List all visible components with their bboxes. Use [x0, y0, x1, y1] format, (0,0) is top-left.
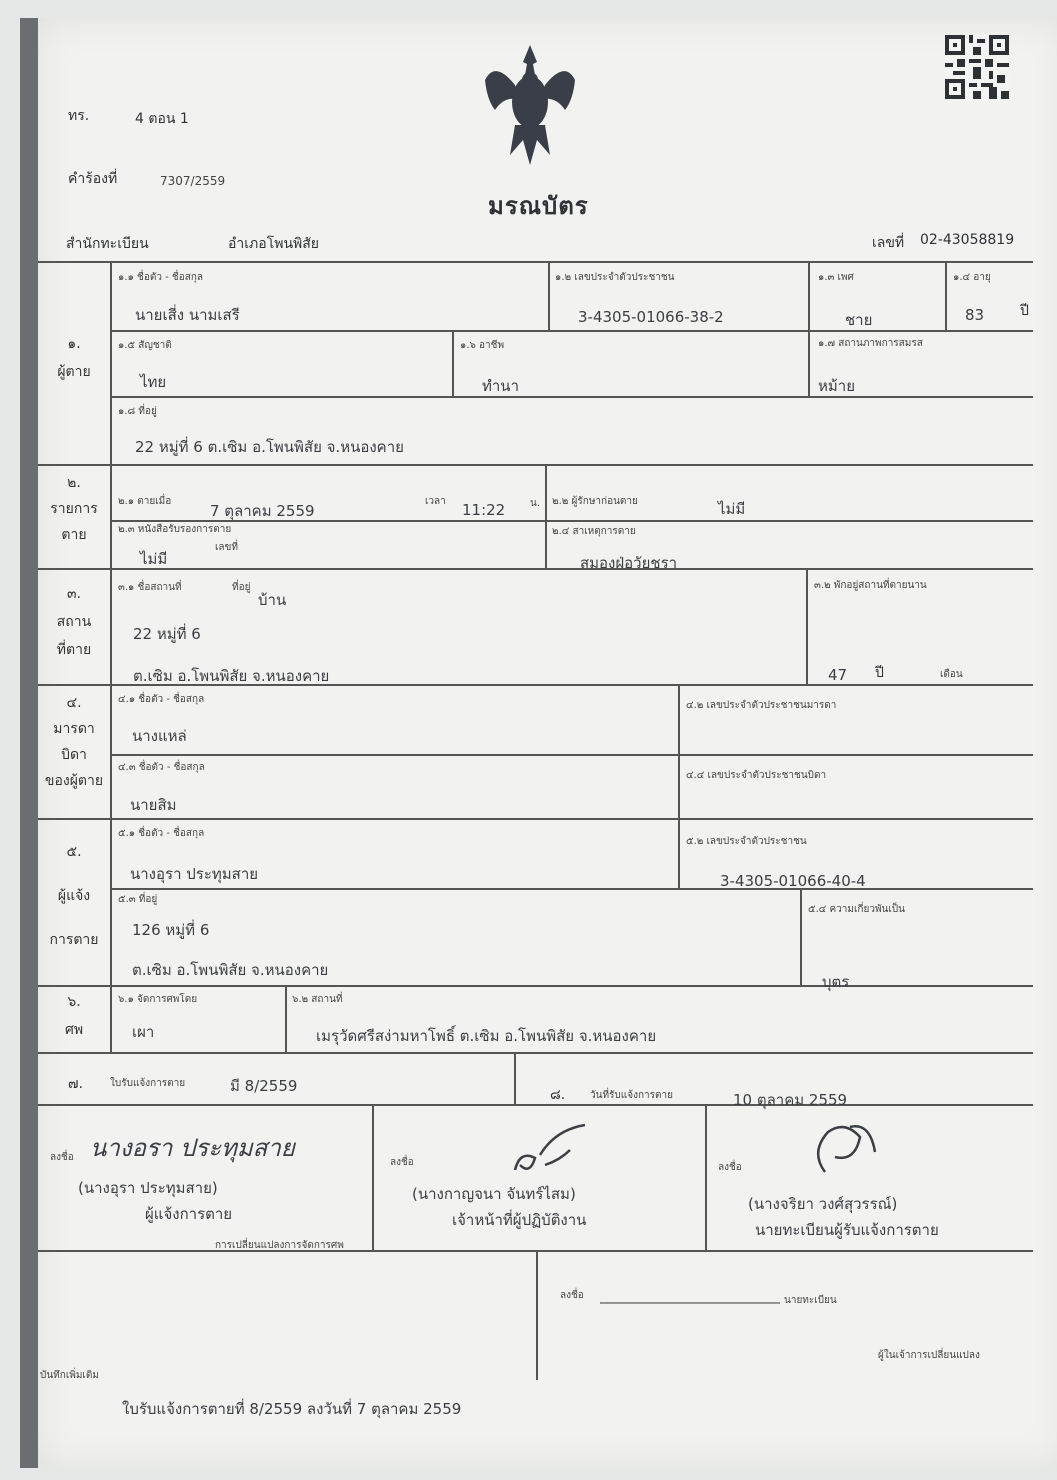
father-name: นายสิม [130, 796, 177, 814]
informant-role: ผู้แจ้งการตาย [145, 1205, 233, 1223]
mother-name-label: ๔.๑ ชื่อตัว - ชื่อสกุล [118, 694, 205, 705]
notify-date-label: วันที่รับแจ้งการตาย [590, 1090, 673, 1101]
age-value: 83 [965, 306, 985, 324]
officer-role: เจ้าหน้าที่ผู้ปฏิบัติงาน [452, 1211, 587, 1229]
nationality-value: ไทย [140, 373, 167, 391]
informant-name: นางอุรา ประทุมสาย [130, 865, 259, 883]
deceased-address: 22 หมู่ที่ 6 ต.เซิม อ.โพนพิสัย จ.หนองคาย [135, 438, 404, 456]
notes-text: ใบรับแจ้งการตายที่ 8/2559 ลงวันที่ 7 ตุลาคม 2559 [122, 1400, 462, 1418]
mother-name: นางแหล่ [132, 727, 187, 745]
place-line2: ต.เซิม อ.โพนพิสัย จ.หนองคาย [133, 667, 330, 685]
relation-value: บุตร [822, 973, 850, 991]
relation-label: ๕.๔ ความเกี่ยวพันเป็น [808, 904, 905, 915]
form-code-value: 4 ตอน 1 [135, 111, 189, 127]
informant-address-line1: 126 หมู่ที่ 6 [132, 921, 210, 939]
treated-by: ไม่มี [718, 500, 746, 518]
section3-label: ๓. สถาน ที่ตาย [56, 586, 92, 658]
cause-label: ๒.๔ สาเหตุการตาย [552, 526, 636, 537]
section4-label: ๔. มารดา บิดา ของผู้ตาย [44, 695, 104, 789]
duration-month-unit: เดือน [940, 669, 963, 680]
deceased-id: 3-4305-01066-38-2 [578, 308, 724, 326]
marital-label: ๑.๗ สถานภาพการสมรส [818, 338, 923, 349]
changes-changer-label: ผู้ในเจ้าการเปลี่ยนแปลง [878, 1350, 980, 1361]
cause-value: สมองฝ่อวัยชรา [580, 554, 678, 572]
place-value: บ้าน [258, 591, 287, 609]
section1-label: ๑. ผู้ตาย [57, 336, 91, 380]
marital-value: หม้าย [818, 377, 855, 395]
changes-registrar-label: นายทะเบียน [784, 1295, 837, 1306]
officer-signature-icon [500, 1120, 610, 1180]
deceased-id-label: ๑.๒ เลขประจำตัวประชาชน [555, 272, 675, 283]
sign-label-registrar: ลงชื่อ [718, 1162, 742, 1173]
mother-id-label: ๔.๒ เลขประจำตัวประชาชนมารดา [686, 700, 837, 711]
registrar-role: นายทะเบียนผู้รับแจ้งการตาย [755, 1221, 939, 1239]
age-unit: ปี [1020, 303, 1029, 319]
page-title: มรณบัตร [488, 192, 589, 220]
sign-label-informant: ลงชื่อ [50, 1152, 74, 1163]
place-line1: 22 หมู่ที่ 6 [133, 625, 201, 643]
section5-label: ๕. ผู้แจ้ง การตาย [49, 844, 99, 948]
deceased-name-label: ๑.๑ ชื่อตัว - ชื่อสกุล [118, 272, 203, 283]
father-name-label: ๔.๓ ชื่อตัว - ชื่อสกุล [118, 762, 205, 773]
address-label: ๑.๘ ที่อยู่ [118, 406, 157, 417]
number-label: เลขที่ [872, 235, 905, 251]
nationality-label: ๑.๕ สัญชาติ [118, 340, 172, 351]
section8-label: ๘. [550, 1087, 566, 1103]
duration-label: ๓.๒ พักอยู่สถานที่ตายนาน [814, 580, 927, 591]
location-label: ๖.๒ สถานที่ [292, 994, 343, 1005]
death-time: 11:22 [462, 501, 506, 519]
request-value: 7307/2559 [160, 174, 226, 188]
cert-label: ๒.๓ หนังสือรับรองการตาย [118, 524, 232, 535]
office-value: อำเภอโพนพิสัย [228, 236, 319, 252]
informant-signature: นางอรา ประทุมสาย [90, 1134, 295, 1162]
form-code-label: ทร. [68, 108, 90, 124]
changes-heading: การเปลี่ยนแปลงการจัดการศพ [215, 1240, 344, 1251]
changes-sign-label: ลงชื่อ [560, 1290, 584, 1301]
cert-no-label: เลขที่ [215, 542, 238, 553]
notes-label: บันทึกเพิ่มเติม [40, 1370, 99, 1381]
cert-value: ไม่มี [140, 550, 168, 568]
father-id-label: ๔.๔ เลขประจำตัวประชาชนบิดา [686, 770, 827, 781]
sign-label-officer: ลงชื่อ [390, 1157, 414, 1168]
informant-printed-name: (นางอุรา ประทุมสาย) [78, 1179, 218, 1197]
officer-printed-name: (นางกาญจนา จันทร์ไสม) [412, 1185, 576, 1203]
duration-year-unit: ปี [875, 665, 884, 681]
qr-code [945, 35, 1009, 99]
place-label: ๓.๑ ชื่อสถานที่ [118, 582, 182, 593]
handling-value: เผา [132, 1023, 155, 1041]
handling-label: ๖.๑ จัดการศพโดย [118, 994, 198, 1005]
location-value: เมรุวัดศรีสง่ามหาโพธิ์ ต.เซิม อ.โพนพิสัย จ.หนองคาย [316, 1027, 657, 1045]
sex-value: ชาย [845, 311, 873, 329]
request-label: คำร้องที่ [68, 171, 118, 187]
section6-label: ๖. ศพ [64, 994, 84, 1038]
duration-years: 47 [828, 666, 848, 684]
receipt-label: ใบรับแจ้งการตาย [110, 1078, 186, 1089]
informant-address-line2: ต.เซิม อ.โพนพิสัย จ.หนองคาย [132, 961, 329, 979]
informant-id: 3-4305-01066-40-4 [720, 872, 866, 890]
occupation-value: ทำนา [482, 377, 519, 395]
treated-by-label: ๒.๒ ผู้รักษาก่อนตาย [552, 496, 638, 507]
informant-name-label: ๕.๑ ชื่อตัว - ชื่อสกุล [118, 828, 205, 839]
death-date-label: ๒.๑ ตายเมื่อ [118, 496, 172, 507]
notify-date: 10 ตุลาคม 2559 [733, 1091, 848, 1109]
age-label: ๑.๔ อายุ [953, 272, 991, 283]
receipt-value: มี 8/2559 [230, 1077, 298, 1095]
deceased-name: นายเสี่ง นามเสรี [135, 306, 240, 324]
occupation-label: ๑.๖ อาชีพ [460, 340, 505, 351]
death-date: 7 ตุลาคม 2559 [210, 502, 315, 520]
registrar-signature-icon [800, 1112, 890, 1182]
death-time-unit: น. [530, 498, 541, 509]
place-address-label: ที่อยู่ [232, 582, 251, 593]
sex-label: ๑.๓ เพศ [818, 272, 854, 283]
section7-label: ๗. [68, 1076, 83, 1092]
garuda-emblem-icon [475, 40, 585, 180]
death-time-label: เวลา [425, 496, 446, 507]
registrar-printed-name: (นางจริยา วงศ์สุวรรณ์) [748, 1195, 898, 1213]
informant-address-label: ๕.๓ ที่อยู่ [118, 894, 158, 905]
number-value: 02-43058819 [920, 232, 1015, 248]
informant-id-label: ๕.๒ เลขประจำตัวประชาชน [686, 836, 807, 847]
office-label: สำนักทะเบียน [66, 236, 149, 252]
section2-label: ๒. รายการ ตาย [50, 475, 98, 543]
